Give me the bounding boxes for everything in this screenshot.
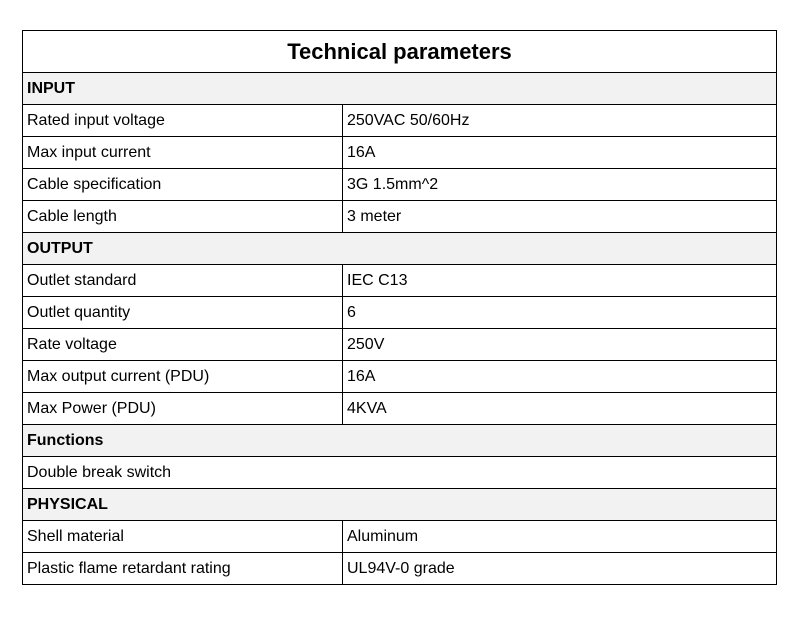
param-value: 4KVA: [343, 393, 777, 425]
table-row: [23, 137, 777, 169]
table-row: [23, 521, 777, 553]
table-row: [23, 169, 777, 201]
table-row: [23, 297, 777, 329]
table-row: [23, 201, 777, 233]
table-row: [23, 457, 777, 489]
param-label: Cable length: [23, 201, 343, 233]
param-label: Shell material: [23, 521, 343, 553]
param-value: 250VAC 50/60Hz: [343, 105, 777, 137]
param-value: 3 meter: [343, 201, 777, 233]
section-header-input: INPUT: [23, 73, 777, 105]
param-value: 6: [343, 297, 777, 329]
param-value: Aluminum: [343, 521, 777, 553]
table-title-row: [23, 31, 777, 73]
param-value: IEC C13: [343, 265, 777, 297]
param-label: Max output current (PDU): [23, 361, 343, 393]
table-row: [23, 105, 777, 137]
param-value: 3G 1.5mm^2: [343, 169, 777, 201]
param-value: 16A: [343, 361, 777, 393]
param-label: Outlet quantity: [23, 297, 343, 329]
section-header-physical: PHYSICAL: [23, 489, 777, 521]
param-label: Rated input voltage: [23, 105, 343, 137]
section-header-functions: Functions: [23, 425, 777, 457]
section-header-output: OUTPUT: [23, 233, 777, 265]
table-row: [23, 553, 777, 585]
technical-parameters-table: [22, 30, 777, 585]
section-header-row: [23, 425, 777, 457]
param-label: Plastic flame retardant rating: [23, 553, 343, 585]
table-row: [23, 361, 777, 393]
function-item: Double break switch: [23, 457, 777, 489]
param-label: Max input current: [23, 137, 343, 169]
param-value: UL94V-0 grade: [343, 553, 777, 585]
section-header-row: [23, 233, 777, 265]
param-value: 16A: [343, 137, 777, 169]
param-label: Cable specification: [23, 169, 343, 201]
table-title: Technical parameters: [23, 31, 777, 73]
param-label: Outlet standard: [23, 265, 343, 297]
param-label: Max Power (PDU): [23, 393, 343, 425]
table-row: [23, 329, 777, 361]
param-label: Rate voltage: [23, 329, 343, 361]
section-header-row: [23, 73, 777, 105]
param-value: 250V: [343, 329, 777, 361]
table-row: [23, 393, 777, 425]
table-row: [23, 265, 777, 297]
section-header-row: [23, 489, 777, 521]
